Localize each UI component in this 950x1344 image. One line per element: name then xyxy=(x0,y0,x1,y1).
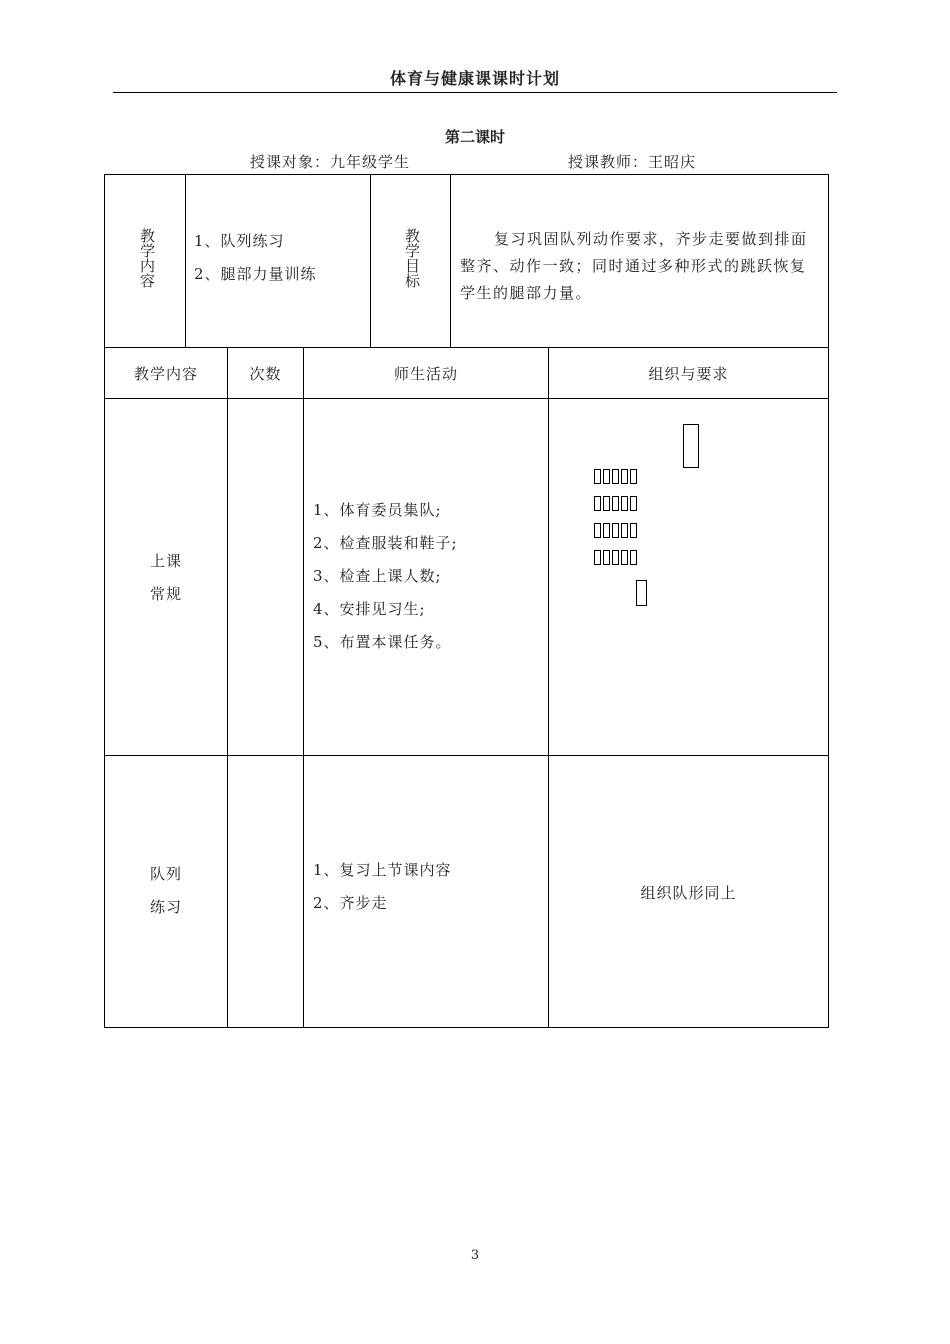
column-header-count: 次数 xyxy=(249,365,282,383)
teacher-marker-icon xyxy=(683,424,699,468)
student-row xyxy=(594,544,639,571)
row-content-line: 上课 xyxy=(149,552,182,570)
student-row xyxy=(594,463,639,490)
row-activities-cell xyxy=(313,854,452,920)
table-border xyxy=(828,347,829,1028)
row-activities-cell xyxy=(313,494,458,659)
teacher-label: 授课教师：王昭庆 xyxy=(568,153,697,171)
content-item: 1、队列练习 xyxy=(194,232,285,250)
table-border xyxy=(104,1027,829,1028)
header-rule xyxy=(113,92,837,93)
row-content-line: 常规 xyxy=(149,585,182,603)
activity-item: 1、体育委员集队; xyxy=(313,501,442,519)
activity-item: 1、复习上节课内容 xyxy=(313,861,452,879)
column-header-content: 教学内容 xyxy=(133,365,198,383)
lesson-title: 第二课时 xyxy=(444,128,505,146)
row-content-line: 练习 xyxy=(149,898,182,916)
table-border xyxy=(104,347,829,348)
table-border xyxy=(104,347,105,1028)
activity-item: 2、检查服装和鞋子; xyxy=(313,534,458,552)
table-border xyxy=(104,755,829,756)
table-border xyxy=(185,174,186,348)
activity-item: 2、齐步走 xyxy=(313,894,388,912)
table-border xyxy=(303,347,304,1028)
activity-item: 3、检查上课人数; xyxy=(313,567,442,585)
content-item: 2、腿部力量训练 xyxy=(194,265,317,283)
table-border xyxy=(104,174,105,348)
row-organization-cell: 组织队形同上 xyxy=(640,884,737,902)
table-border xyxy=(104,398,829,399)
page-number: 3 xyxy=(470,1248,480,1263)
leader-marker-icon xyxy=(636,580,647,606)
column-header-activities: 师生活动 xyxy=(393,365,458,383)
table-border xyxy=(227,347,228,1028)
student-row xyxy=(594,490,639,517)
table-border xyxy=(370,174,371,348)
student-row xyxy=(594,517,639,544)
table-border xyxy=(828,174,829,348)
content-heading: 教学内容 xyxy=(138,228,156,288)
activity-item: 4、安排见习生; xyxy=(313,600,426,618)
goal-heading: 教学目标 xyxy=(403,228,421,288)
column-header-organization: 组织与要求 xyxy=(648,365,729,383)
audience-label: 授课对象：九年级学生 xyxy=(250,153,411,171)
table-border xyxy=(450,174,451,348)
activity-item: 5、布置本课任务。 xyxy=(313,633,452,651)
document-header-title: 体育与健康课课时计划 xyxy=(389,69,560,88)
row-content-line: 队列 xyxy=(149,865,182,883)
table-border xyxy=(104,174,829,175)
table-border xyxy=(548,347,549,1028)
student-rows xyxy=(594,463,639,571)
goal-text: 复习巩固队列动作要求，齐步走要做到排面整齐、动作一致；同时通过多种形式的跳跃恢复学生的腿部力量。 xyxy=(460,230,808,302)
row-content-cell xyxy=(104,858,228,924)
row-content-cell xyxy=(104,545,228,611)
